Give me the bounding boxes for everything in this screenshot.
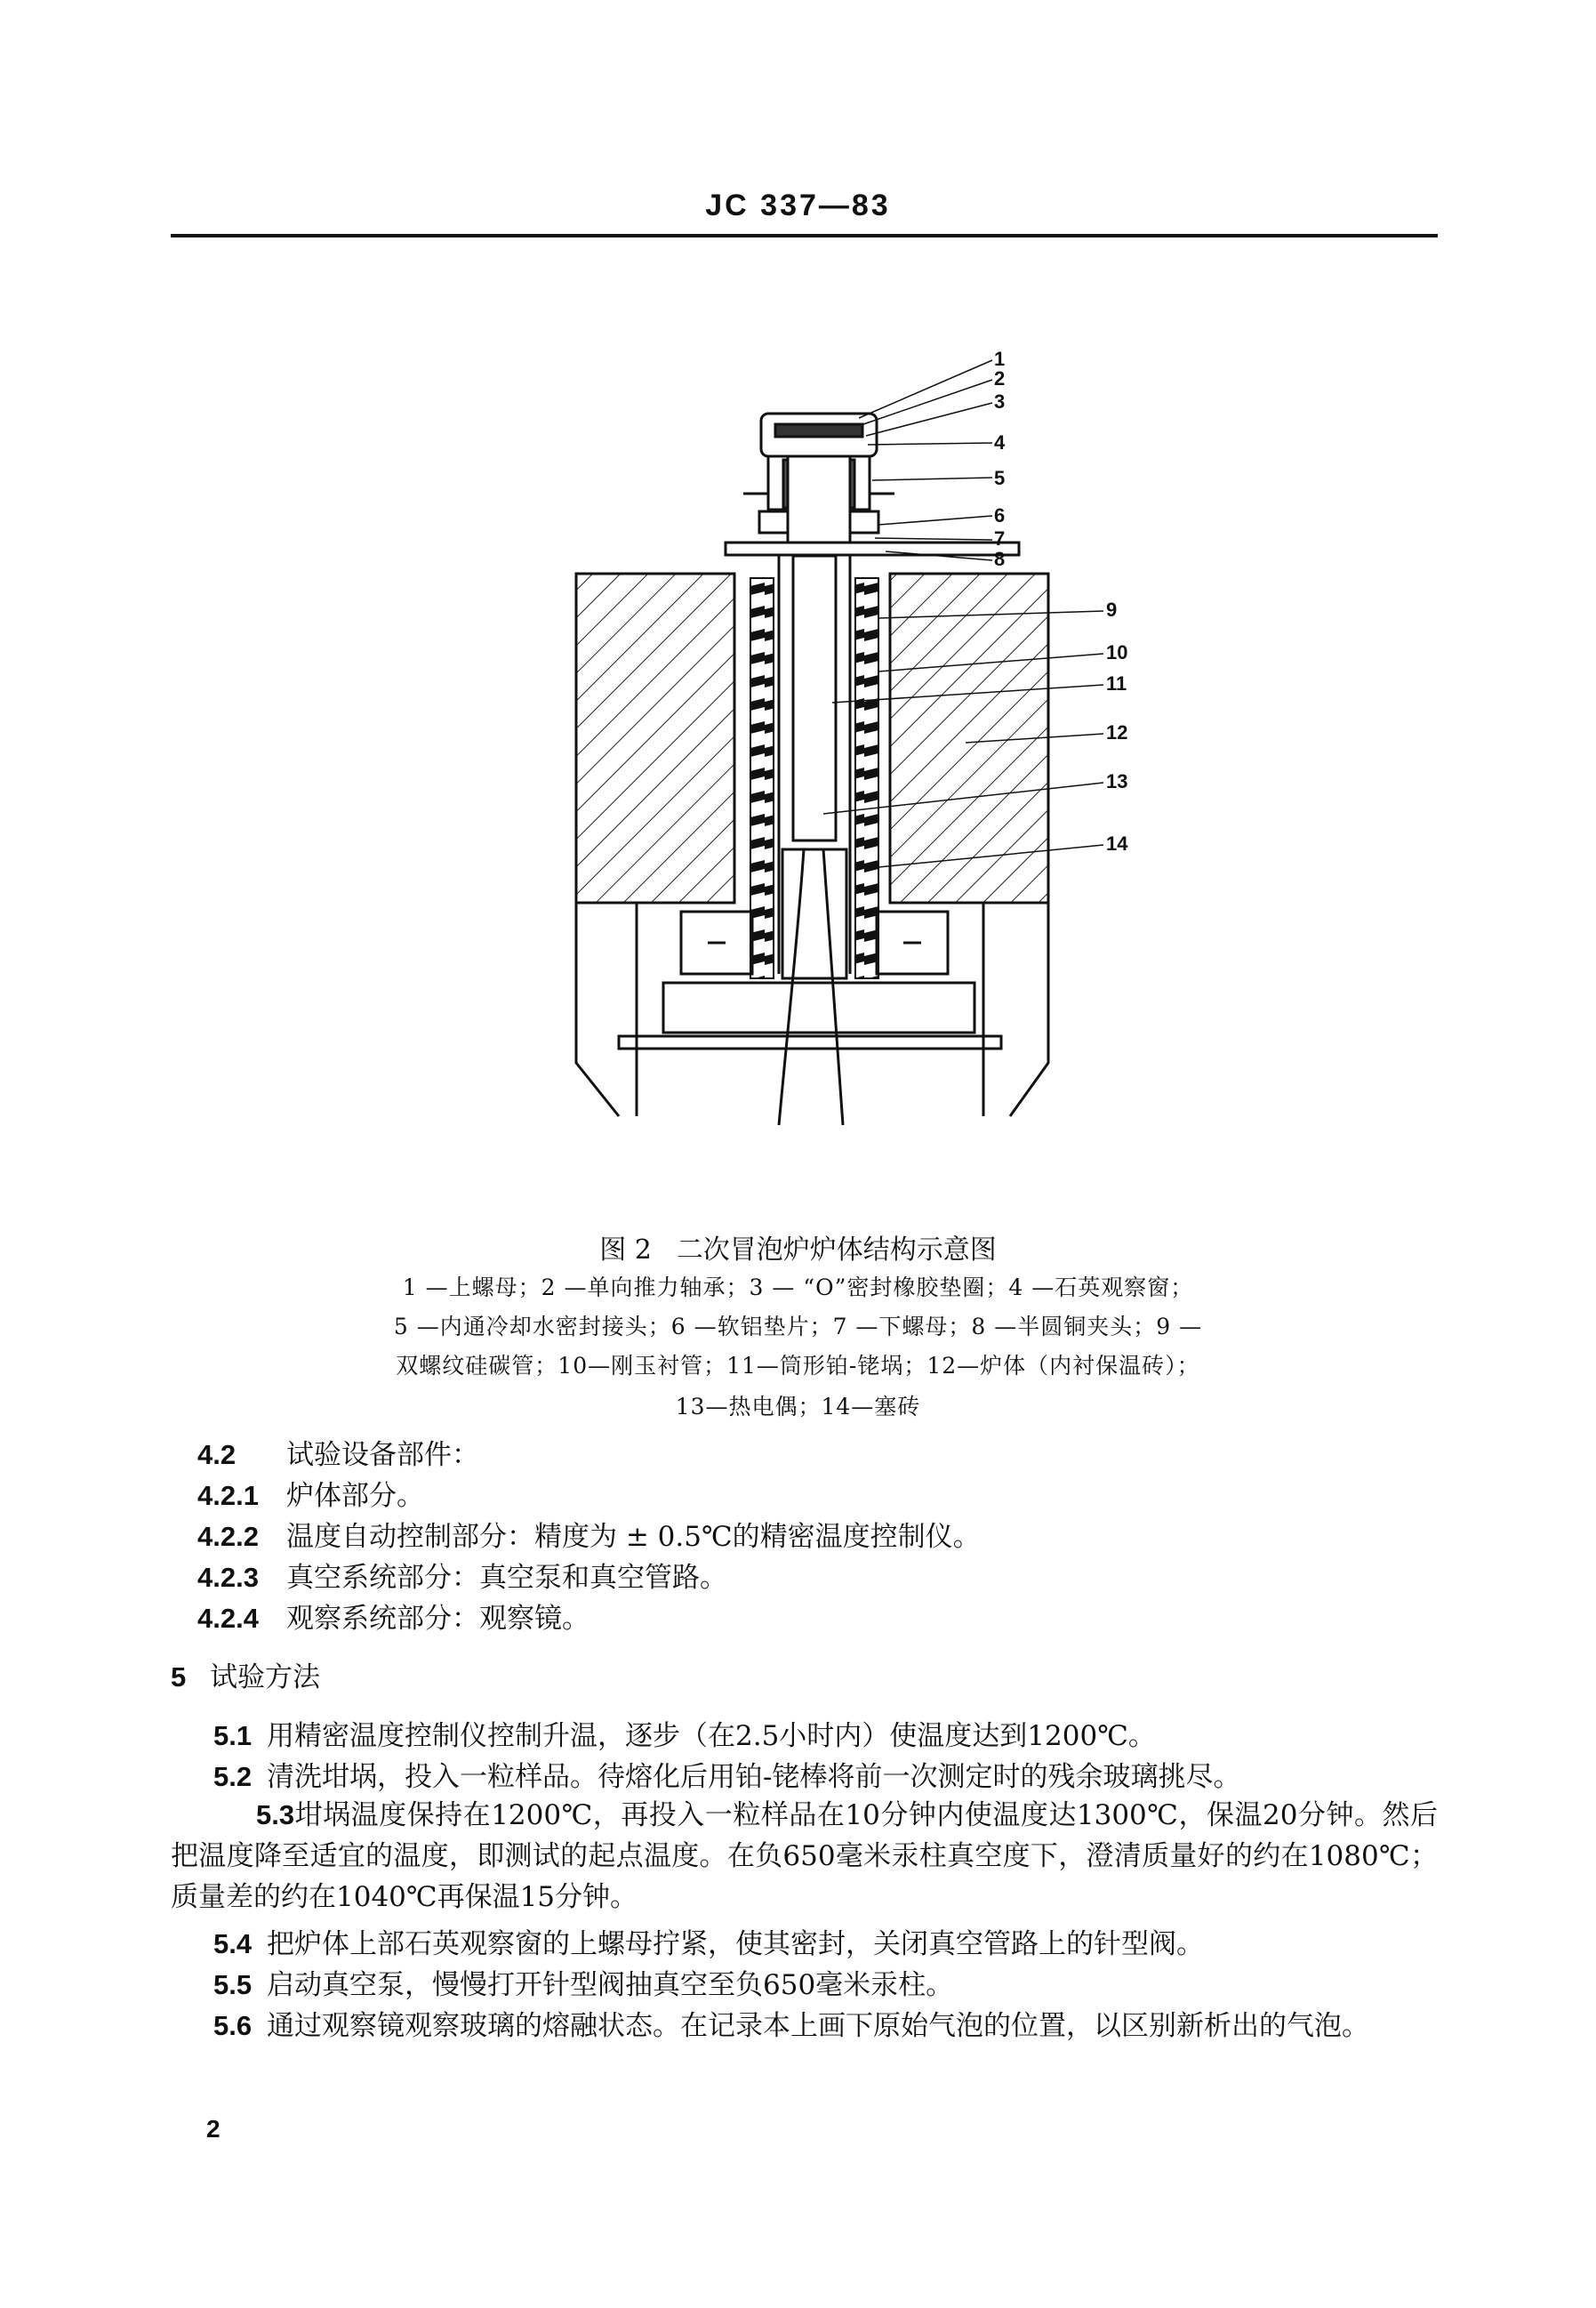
part-number-10: 10: [1106, 641, 1128, 663]
part-number-12: 12: [1106, 721, 1128, 744]
clause-5-4: 5.4 把炉体上部石英观察窗的上螺母拧紧，使其密封，关闭真空管路上的针型阀。: [213, 1928, 1204, 1960]
figure-legend-line: 13—热电偶；14—塞砖: [675, 1394, 921, 1419]
part-number-4: 4: [994, 431, 1006, 454]
part-number-1: 1: [994, 351, 1006, 370]
part-number-3: 3: [994, 390, 1006, 413]
clause-4-2-3: 4.2.3 真空系统部分：真空泵和真空管路。: [197, 1562, 727, 1594]
figure-legend-line: 5 —内通冷却水密封接头；6 —软铝垫片；7 —下螺母；8 —半圆铜夹头；9 —: [393, 1314, 1203, 1339]
section-5-heading: 5 试验方法: [171, 1661, 320, 1693]
clause-5-6: 5.6 通过观察镜观察玻璃的熔融状态。在记录本上画下原始气泡的位置，以区别新析出的气泡。: [213, 2010, 1369, 2042]
part-number-9: 9: [1106, 599, 1118, 621]
clause-4-2-2: 4.2.2 温度自动控制部分：精度为 ± 0.5℃的精密温度控制仪。: [197, 1521, 981, 1553]
part-number-6: 6: [994, 504, 1006, 527]
silicon-carbide-tube-left: [750, 578, 774, 978]
part-number-8: 8: [994, 548, 1006, 570]
document-header: JC 337—83: [705, 189, 891, 222]
part-number-13: 13: [1106, 770, 1128, 792]
clause-5-5: 5.5 启动真空泵，慢慢打开针型阀抽真空至负650毫米汞柱。: [213, 1969, 954, 2001]
clause-4-2-1: 4.2.1 炉体部分。: [197, 1480, 424, 1512]
furnace-body-left: [576, 574, 734, 903]
header-rule: [171, 234, 1438, 237]
top-assembly: [743, 414, 894, 545]
clause-4-2-4: 4.2.4 观察系统部分：观察镜。: [197, 1603, 589, 1635]
page-number: 2: [206, 2115, 221, 2143]
figure-label: 图 2: [599, 1234, 652, 1266]
figure-legend-line: 双螺纹硅碳管；10—刚玉衬管；11—筒形铂-铑埚；12—炉体（内衬保温砖）；: [396, 1353, 1200, 1379]
clause-5-3: 5.3坩埚温度保持在1200℃，再投入一粒样品在10分钟内使温度达1300℃，保温20分钟。然后把温度降至适宜的温度，即测试的起点温度。在负650毫米汞柱真空度下，澄清质量好的约在1080℃；质量差的约在1040℃再保温15分钟。: [171, 1799, 1438, 1913]
clause-4-2: 4.2 试验设备部件：: [197, 1439, 479, 1471]
part-number-5: 5: [994, 467, 1006, 489]
part-number-14: 14: [1106, 832, 1128, 855]
part-number-2: 2: [994, 367, 1006, 390]
part-number-11: 11: [1106, 672, 1127, 695]
clause-5-1: 5.1 用精密温度控制仪控制升温，逐步（在2.5小时内）使温度达到1200℃。: [213, 1720, 1156, 1752]
figure-legend-line: 1 —上螺母；2 —单向推力轴承；3 — “O”密封橡胶垫圈；4 —石英观察窗；: [402, 1275, 1194, 1300]
part-number-7: 7: [994, 527, 1006, 550]
clause-5-2: 5.2 清洗坩埚，投入一粒样品。待熔化后用铂-铑棒将前一次测定时的残余玻璃挑尽。: [213, 1761, 1241, 1793]
silicon-carbide-tube-right: [855, 578, 878, 978]
figure-caption: [0, 1227, 1596, 1267]
figure-title: 二次冒泡炉炉体结构示意图: [676, 1234, 997, 1266]
furnace-diagram: [565, 351, 1170, 1134]
